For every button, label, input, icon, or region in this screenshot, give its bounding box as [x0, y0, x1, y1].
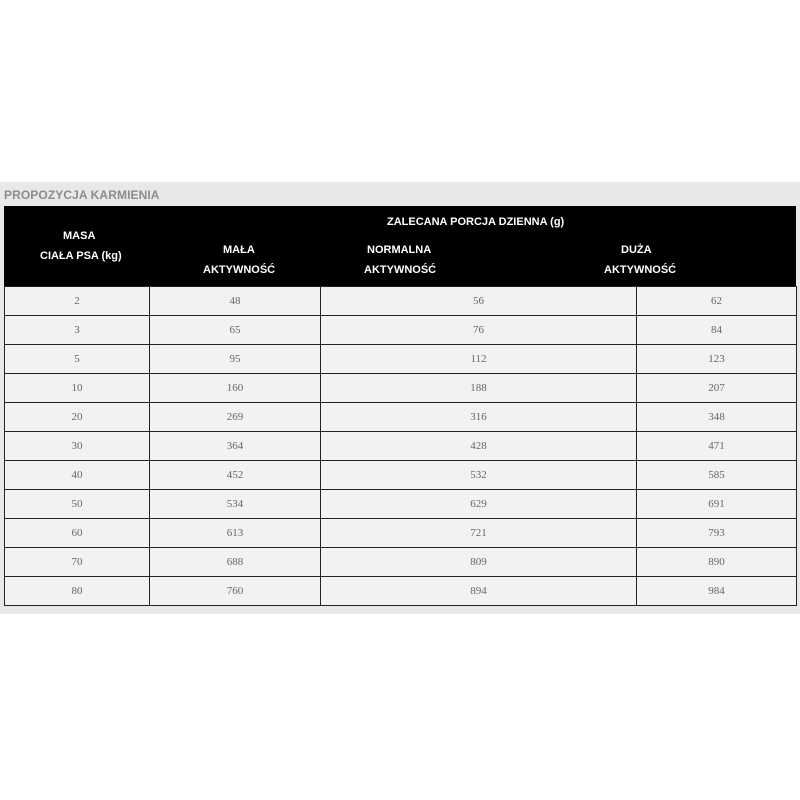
table-row	[5, 519, 797, 548]
high-activity-cell: 62	[637, 287, 797, 316]
table-row	[5, 316, 797, 345]
mass-cell: 50	[5, 490, 150, 519]
mass-cell: 3	[5, 316, 150, 345]
low-activity-cell: 48	[150, 287, 321, 316]
mass-cell: 40	[5, 461, 150, 490]
table-row	[5, 490, 797, 519]
low-activity-cell: 534	[150, 490, 321, 519]
normal-activity-cell: 629	[321, 490, 637, 519]
normal-activity-cell: 316	[321, 403, 637, 432]
header-low-line1: MAŁA	[223, 244, 255, 256]
table-row	[5, 345, 797, 374]
table-body	[5, 287, 797, 606]
low-activity-cell: 160	[150, 374, 321, 403]
high-activity-cell: 123	[637, 345, 797, 374]
feeding-table-wrap	[4, 206, 796, 606]
low-activity-cell: 95	[150, 345, 321, 374]
high-activity-cell: 793	[637, 519, 797, 548]
mass-cell: 70	[5, 548, 150, 577]
normal-activity-cell: 721	[321, 519, 637, 548]
header-high-line1: DUŻA	[621, 244, 652, 256]
header-low-line2: AKTYWNOŚĆ	[203, 264, 276, 276]
normal-activity-cell: 112	[321, 345, 637, 374]
table-header	[4, 206, 796, 286]
low-activity-cell: 269	[150, 403, 321, 432]
normal-activity-cell: 532	[321, 461, 637, 490]
high-activity-cell: 207	[637, 374, 797, 403]
high-activity-cell: 471	[637, 432, 797, 461]
header-normal-line2: AKTYWNOŚĆ	[364, 264, 437, 276]
mass-cell: 5	[5, 345, 150, 374]
high-activity-cell: 585	[637, 461, 797, 490]
header-mass-line2: CIAŁA PSA (kg)	[40, 250, 122, 262]
normal-activity-cell: 188	[321, 374, 637, 403]
normal-activity-cell: 894	[321, 577, 637, 606]
feeding-table	[4, 286, 797, 606]
table-row	[5, 432, 797, 461]
table-row	[5, 548, 797, 577]
table-row	[5, 577, 797, 606]
table-row	[5, 403, 797, 432]
page-title: PROPOZYCJA KARMIENIA	[4, 188, 160, 202]
mass-cell: 10	[5, 374, 150, 403]
high-activity-cell: 984	[637, 577, 797, 606]
header-group-title: ZALECANA PORCJA DZIENNA (g)	[387, 216, 565, 228]
header-normal-line1: NORMALNA	[367, 244, 432, 256]
mass-cell: 2	[5, 287, 150, 316]
high-activity-cell: 84	[637, 316, 797, 345]
header-mass-line1: MASA	[63, 230, 96, 242]
high-activity-cell: 691	[637, 490, 797, 519]
mass-cell: 30	[5, 432, 150, 461]
mass-cell: 80	[5, 577, 150, 606]
table-row	[5, 374, 797, 403]
mass-cell: 60	[5, 519, 150, 548]
low-activity-cell: 364	[150, 432, 321, 461]
table-row	[5, 287, 797, 316]
high-activity-cell: 348	[637, 403, 797, 432]
header-high-line2: AKTYWNOŚĆ	[604, 264, 677, 276]
low-activity-cell: 760	[150, 577, 321, 606]
mass-cell: 20	[5, 403, 150, 432]
table-row	[5, 461, 797, 490]
high-activity-cell: 890	[637, 548, 797, 577]
low-activity-cell: 688	[150, 548, 321, 577]
normal-activity-cell: 56	[321, 287, 637, 316]
low-activity-cell: 613	[150, 519, 321, 548]
normal-activity-cell: 428	[321, 432, 637, 461]
low-activity-cell: 452	[150, 461, 321, 490]
normal-activity-cell: 809	[321, 548, 637, 577]
normal-activity-cell: 76	[321, 316, 637, 345]
low-activity-cell: 65	[150, 316, 321, 345]
